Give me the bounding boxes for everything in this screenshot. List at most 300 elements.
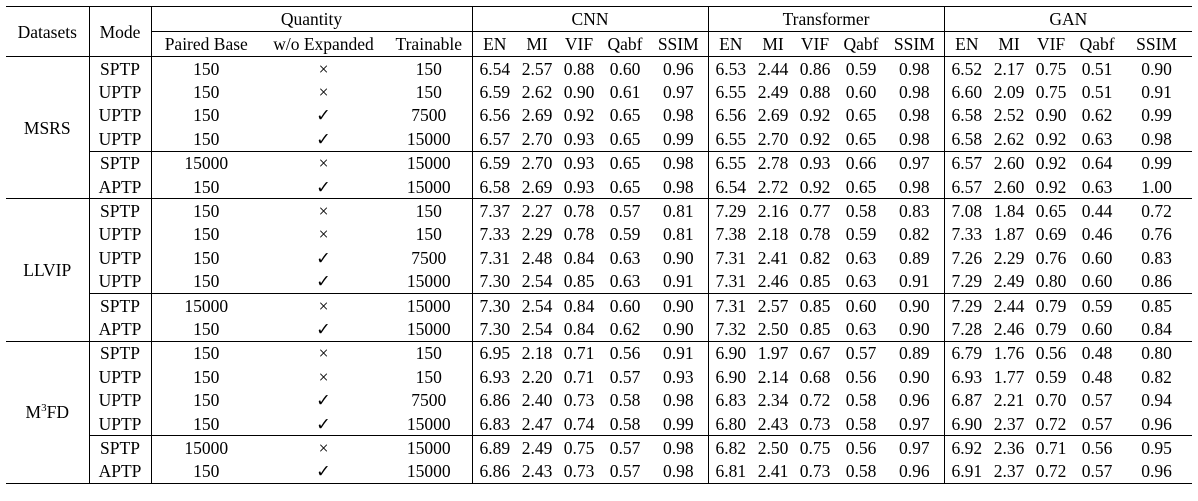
metric-cell: 0.84 [563,247,595,268]
metric-cell: 0.78 [557,199,601,223]
table-row [6,317,1192,341]
metric-cell: 2.49 [993,271,1025,292]
header-row-2 [6,32,1192,57]
table-row [6,436,1192,460]
table-row [6,341,1192,365]
metric-cell: 0.73 [793,460,837,484]
paired-base-cell: 150 [193,105,220,126]
metric-header: EN [708,32,753,57]
mode-cell: SPTP [89,57,151,81]
metric-header: EN [472,32,517,57]
metric-cell: 0.75 [557,436,601,460]
wo-expanded-cell: × [261,436,386,460]
metric-cell: 0.65 [609,176,641,197]
metric-cell: 0.57 [1081,390,1113,411]
wo-expanded-cell: ✓ [316,318,331,339]
wo-expanded-cell: × [318,366,329,387]
metric-cell: 0.48 [1073,341,1121,365]
mode-cell: APTP [89,317,151,341]
metric-cell: 0.81 [649,199,708,223]
wo-expanded-cell: × [318,224,329,245]
metric-cell: 0.93 [563,176,595,197]
table-row [6,104,1192,127]
metric-cell: 6.80 [715,413,747,434]
metric-header: MI [753,32,793,57]
metric-header: MI [989,32,1029,57]
metric-cell: 0.84 [1141,318,1172,339]
mode-cell: UPTP [89,412,151,436]
metric-cell: 6.87 [951,390,983,411]
metric-cell: 0.96 [649,57,708,81]
metric-cell: 0.77 [793,199,837,223]
metric-cell: 0.88 [799,82,831,103]
trainable-cell: 150 [386,80,472,103]
metric-cell: 2.54 [521,271,553,292]
metric-cell: 0.51 [1073,57,1121,81]
metric-cell: 0.60 [1081,318,1113,339]
metric-cell: 0.85 [793,293,837,317]
table-row [6,199,1192,223]
metric-cell: 0.90 [885,293,944,317]
trainable-cell: 15000 [386,317,472,341]
paired-base-cell: 15000 [151,436,261,460]
metric-cell: 0.82 [1141,366,1172,387]
metric-cell: 0.64 [1073,151,1121,175]
metric-cell: 0.62 [1081,105,1113,126]
metric-header: SSIM [1121,32,1192,57]
metric-cell: 0.76 [1141,224,1172,245]
metric-cell: 0.98 [885,127,944,151]
metric-cell: 2.37 [989,460,1029,484]
trainable-cell: 7500 [386,246,472,269]
trainable-cell: 150 [386,223,472,246]
metric-cell: 0.75 [1029,57,1073,81]
wo-expanded-cell: ✓ [316,271,331,292]
metric-cell: 6.57 [479,128,511,149]
paired-base-cell: 150 [193,176,220,197]
wo-expanded-cell: ✓ [316,390,331,411]
metric-cell: 0.92 [799,105,831,126]
metric-cell: 6.55 [708,151,753,175]
metric-cell: 1.87 [993,224,1025,245]
metric-cell: 2.43 [757,413,789,434]
metric-cell: 0.84 [563,318,595,339]
metric-cell: 0.91 [885,270,944,294]
table-row [6,151,1192,175]
metric-cell: 0.59 [845,224,877,245]
mode-cell: SPTP [89,436,151,460]
metric-cell: 0.72 [1029,460,1073,484]
metric-cell: 0.65 [845,176,877,197]
metric-cell: 0.73 [799,413,831,434]
metric-cell: 2.49 [517,436,557,460]
metric-cell: 0.91 [649,341,708,365]
table-row [6,365,1192,388]
metric-cell: 6.58 [479,176,511,197]
metric-cell: 6.58 [951,128,983,149]
metric-cell: 7.30 [472,293,517,317]
metric-cell: 0.90 [649,293,708,317]
table-row [6,270,1192,294]
metric-cell: 0.93 [563,128,595,149]
metric-cell: 2.47 [521,413,553,434]
metric-cell: 0.79 [1035,318,1067,339]
metric-cell: 0.56 [601,341,649,365]
trainable-cell: 15000 [386,127,472,151]
metric-cell: 2.29 [521,224,553,245]
metric-cell: 2.43 [517,460,557,484]
metric-cell: 7.30 [479,271,511,292]
metric-cell: 7.31 [715,247,747,268]
metric-cell: 0.92 [799,176,831,197]
metric-cell: 0.63 [845,247,877,268]
metric-cell: 1.97 [753,341,793,365]
metric-cell: 0.56 [1073,436,1121,460]
metric-cell: 0.90 [649,246,708,269]
trainable-cell: 150 [386,365,472,388]
metric-cell: 0.75 [793,436,837,460]
metric-cell: 0.57 [1081,413,1113,434]
metric-cell: 6.83 [715,390,747,411]
metric-cell: 2.72 [757,176,789,197]
metric-cell: 7.28 [951,318,983,339]
metric-cell: 0.85 [1121,293,1192,317]
metric-header: EN [944,32,989,57]
mode-cell: UPTP [89,223,151,246]
mode-cell: SPTP [89,293,151,317]
trainable-cell: 15000 [386,293,472,317]
mode-cell: UPTP [89,365,151,388]
trainable-cell: 15000 [386,270,472,294]
metric-cell: 0.90 [1035,105,1067,126]
metric-cell: 6.82 [708,436,753,460]
metric-cell: 2.60 [989,151,1029,175]
metric-cell: 2.57 [517,57,557,81]
metric-cell: 6.60 [951,82,983,103]
metric-cell: 2.41 [757,247,789,268]
metric-cell: 0.65 [609,128,641,149]
metric-cell: 7.31 [708,293,753,317]
dataset-name: MSRS [6,57,89,199]
metric-cell: 0.99 [1141,105,1172,126]
metric-cell: 2.09 [993,82,1025,103]
metric-cell: 0.90 [885,317,944,341]
gan-header: GAN [944,7,1192,32]
metric-cell: 0.83 [885,199,944,223]
metric-cell: 0.60 [837,293,885,317]
metric-cell: 2.62 [993,128,1025,149]
metric-cell: 7.37 [472,199,517,223]
metric-cell: 0.97 [885,412,944,436]
paired-base-cell: 150 [193,224,220,245]
metric-cell: 2.46 [993,318,1025,339]
trainable-cell: 15000 [386,151,472,175]
metric-cell: 2.16 [753,199,793,223]
metric-cell: 6.52 [944,57,989,81]
metric-cell: 7.29 [708,199,753,223]
metric-cell: 6.56 [715,105,747,126]
paired-base-cell: 150 [193,247,220,268]
metric-cell: 0.60 [601,57,649,81]
metric-header: Qabf [601,32,649,57]
metric-cell: 6.93 [479,366,511,387]
mode-cell: APTP [89,175,151,199]
metric-cell: 0.63 [845,318,877,339]
header-row-1 [6,7,1192,32]
metric-cell: 2.34 [757,390,789,411]
trainable-cell: 7500 [386,388,472,411]
metric-cell: 6.90 [708,341,753,365]
metric-cell: 0.89 [885,246,944,269]
metric-cell: 6.55 [715,82,747,103]
metric-cell: 0.90 [649,317,708,341]
metric-cell: 7.33 [479,224,511,245]
wo-expanded-cell: ✓ [316,105,331,126]
metric-cell: 6.86 [479,390,511,411]
metric-cell: 0.56 [1029,341,1073,365]
metric-cell: 7.26 [951,247,983,268]
metric-cell: 2.69 [757,105,789,126]
mode-cell: UPTP [89,104,151,127]
table-row [6,460,1192,484]
metric-cell: 0.58 [845,390,877,411]
table-row [6,388,1192,411]
metric-cell: 0.67 [793,341,837,365]
metric-cell: 6.54 [472,57,517,81]
table-row [6,246,1192,269]
paired-base-cell: 150 [151,57,261,81]
metric-cell: 0.59 [1035,366,1067,387]
metric-cell: 0.97 [885,151,944,175]
metric-header: SSIM [649,32,708,57]
metric-cell: 0.98 [649,175,708,199]
metric-cell: 0.60 [1081,247,1113,268]
metric-cell: 6.59 [472,151,517,175]
metric-cell: 2.18 [757,224,789,245]
metric-cell: 2.70 [517,151,557,175]
trainable-header: Trainable [386,32,472,57]
metric-cell: 2.62 [521,82,553,103]
metric-cell: 0.59 [609,224,641,245]
metric-cell: 0.98 [649,460,708,484]
wo-expanded-cell: × [318,82,329,103]
metric-cell: 0.78 [799,224,831,245]
metric-cell: 0.57 [601,460,649,484]
metric-cell: 1.76 [989,341,1029,365]
metric-cell: 2.52 [993,105,1025,126]
metric-cell: 6.89 [472,436,517,460]
metric-cell: 6.54 [715,176,747,197]
metric-cell: 0.78 [563,224,595,245]
metric-cell: 6.86 [472,460,517,484]
trainable-cell: 15000 [386,460,472,484]
metric-cell: 0.86 [793,57,837,81]
metric-cell: 6.59 [479,82,511,103]
metric-cell: 0.93 [793,151,837,175]
metric-cell: 0.91 [1141,82,1172,103]
table-row [6,412,1192,436]
metric-cell: 0.81 [649,223,708,246]
metric-cell: 7.29 [944,293,989,317]
metric-cell: 2.40 [521,390,553,411]
metric-cell: 7.31 [715,271,747,292]
metric-cell: 0.62 [609,318,641,339]
table-row [6,127,1192,151]
metric-cell: 2.18 [517,341,557,365]
metric-cell: 0.65 [1029,199,1073,223]
metric-cell: 0.79 [1029,293,1073,317]
metric-cell: 2.27 [517,199,557,223]
mode-cell: UPTP [89,127,151,151]
metric-cell: 2.44 [753,57,793,81]
trainable-cell: 7500 [386,104,472,127]
metric-cell: 0.57 [1073,460,1121,484]
mode-cell: UPTP [89,246,151,269]
trainable-cell: 150 [386,57,472,81]
wo-expanded-cell: × [261,57,386,81]
metric-cell: 0.70 [1035,390,1067,411]
metric-cell: 1.84 [989,199,1029,223]
metric-cell: 0.85 [799,271,831,292]
table-row [6,175,1192,199]
wo-expanded-cell: ✓ [261,460,386,484]
metric-cell: 0.44 [1073,199,1121,223]
paired-base-cell: 150 [193,128,220,149]
metric-cell: 6.91 [944,460,989,484]
metric-cell: 0.98 [1141,128,1172,149]
metric-cell: 0.75 [1035,82,1067,103]
metric-cell: 0.68 [799,366,831,387]
mode-cell: SPTP [89,341,151,365]
metric-cell: 0.96 [1141,413,1172,434]
metric-cell: 0.85 [563,271,595,292]
metric-cell: 7.33 [951,224,983,245]
metric-cell: 0.58 [609,390,641,411]
paired-base-cell: 150 [151,199,261,223]
metric-cell: 0.73 [563,390,595,411]
metric-cell: 0.51 [1081,82,1113,103]
dataset-name: LLVIP [6,199,89,341]
results-table [6,6,1192,484]
metric-cell: 2.41 [753,460,793,484]
mode-cell: UPTP [89,270,151,294]
mode-cell: UPTP [89,388,151,411]
metric-cell: 1.77 [993,366,1025,387]
metric-cell: 0.61 [609,82,641,103]
mode-cell: SPTP [89,199,151,223]
metric-cell: 2.54 [521,318,553,339]
metric-header: VIF [557,32,601,57]
metric-cell: 0.72 [1121,199,1192,223]
metric-cell: 2.44 [989,293,1029,317]
metric-cell: 2.50 [753,436,793,460]
metric-cell: 0.83 [1141,247,1172,268]
metric-cell: 0.99 [1121,151,1192,175]
metric-header: SSIM [885,32,944,57]
quantity-header: Quantity [151,7,472,32]
mode-cell: APTP [89,460,151,484]
metric-cell: 0.85 [799,318,831,339]
table-row [6,293,1192,317]
trainable-cell: 150 [386,341,472,365]
metric-cell: 6.90 [715,366,747,387]
metric-cell: 0.92 [563,105,595,126]
metric-cell: 2.50 [757,318,789,339]
metric-header: Qabf [837,32,885,57]
wo-expanded-header: w/o Expanded [261,32,386,57]
wo-expanded-cell: × [261,199,386,223]
metric-cell: 0.63 [609,271,641,292]
trainable-cell: 150 [386,199,472,223]
metric-cell: 2.69 [521,176,553,197]
wo-expanded-cell: × [261,341,386,365]
metric-cell: 2.54 [517,293,557,317]
metric-cell: 2.70 [757,128,789,149]
paired-base-cell: 150 [193,366,220,387]
metric-cell: 0.82 [799,247,831,268]
metric-cell: 0.80 [1035,271,1067,292]
metric-cell: 2.20 [521,366,553,387]
metric-cell: 0.57 [837,341,885,365]
metric-cell: 0.57 [609,366,641,387]
metric-cell: 2.78 [753,151,793,175]
wo-expanded-cell: ✓ [316,413,331,434]
metric-cell: 0.94 [1141,390,1172,411]
paired-base-header: Paired Base [151,32,261,57]
metric-cell: 6.93 [951,366,983,387]
metric-cell: 0.63 [609,247,641,268]
metric-cell: 2.36 [989,436,1029,460]
metric-cell: 2.49 [757,82,789,103]
table-row [6,80,1192,103]
metric-cell: 0.98 [649,104,708,127]
metric-cell: 0.58 [837,460,885,484]
metric-cell: 7.30 [479,318,511,339]
metric-cell: 0.73 [557,460,601,484]
metric-cell: 2.48 [521,247,553,268]
wo-expanded-cell: × [261,151,386,175]
metric-header: VIF [793,32,837,57]
results-table-container [6,6,1192,484]
metric-cell: 0.60 [845,82,877,103]
metric-cell: 2.57 [753,293,793,317]
metric-cell: 0.59 [1073,293,1121,317]
metric-cell: 0.93 [557,151,601,175]
metric-cell: 0.98 [885,57,944,81]
metric-cell: 2.29 [993,247,1025,268]
metric-cell: 0.97 [649,80,708,103]
metric-cell: 0.80 [1121,341,1192,365]
metric-cell: 0.74 [563,413,595,434]
metric-cell: 0.95 [1121,436,1192,460]
metric-cell: 7.08 [944,199,989,223]
metric-cell: 2.37 [993,413,1025,434]
metric-cell: 0.92 [1035,176,1067,197]
datasets-header: Datasets [6,7,89,57]
metric-cell: 0.98 [649,436,708,460]
trainable-cell: 15000 [386,436,472,460]
paired-base-cell: 150 [193,390,220,411]
metric-cell: 0.92 [1035,128,1067,149]
table-row [6,223,1192,246]
metric-cell: 0.59 [837,57,885,81]
metric-cell: 0.88 [557,57,601,81]
metric-cell: 0.57 [601,436,649,460]
wo-expanded-cell: ✓ [316,176,331,197]
metric-cell: 0.71 [557,341,601,365]
metric-cell: 0.97 [885,436,944,460]
paired-base-cell: 150 [151,341,261,365]
